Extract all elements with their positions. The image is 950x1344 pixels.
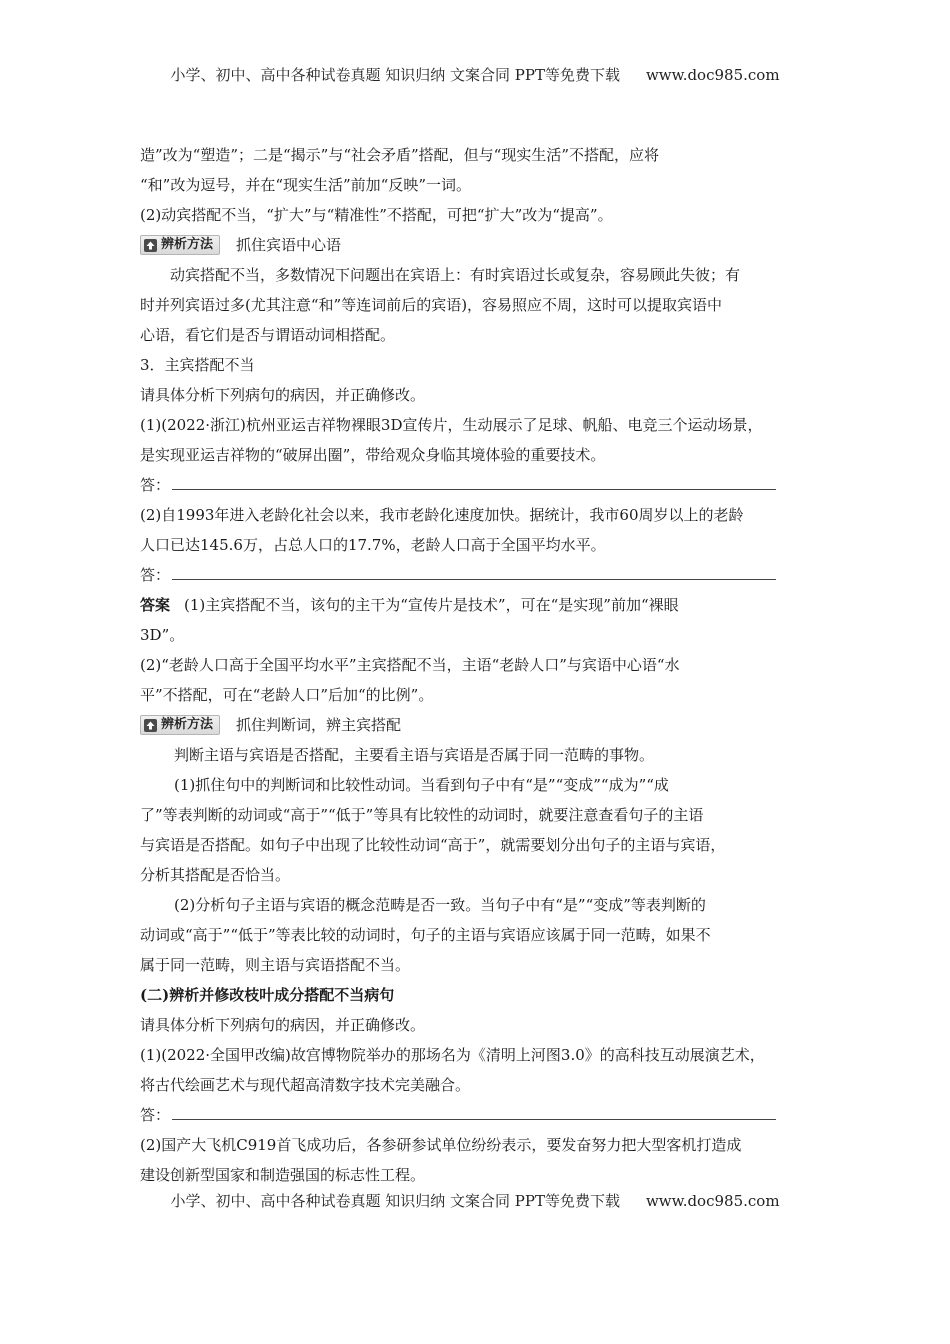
method-title: 抓住宾语中心语 xyxy=(236,236,342,254)
method-paragraph: (2)分析句子主语与宾语的概念范畴是否一致。当句子中有“是”“变成”等表判断的 xyxy=(174,896,706,914)
answer-label: 答： xyxy=(140,1106,171,1124)
method-badge xyxy=(140,235,220,255)
question-line: (2)自1993年进入老龄化社会以来，我市老龄化速度加快。据统计，我市60周岁以上的老龄 xyxy=(140,506,744,524)
answer-heading: 答案 xyxy=(140,596,171,614)
method-paragraph: 了”等表判断的动词或“高于”“低于”等具有比较性的动词时，就要注意查看句子的主语 xyxy=(140,806,704,824)
answer-line: 3D”。 xyxy=(140,626,185,644)
document-body xyxy=(140,140,812,1190)
answer-blank[interactable] xyxy=(140,560,812,590)
method-heading-1 xyxy=(140,230,812,260)
header-url: www.doc985.com xyxy=(645,66,780,84)
method-paragraph: 与宾语是否搭配。如句子中出现了比较性动词“高于”，就需要划分出句子的主语与宾语， xyxy=(140,836,726,854)
arrow-icon xyxy=(144,239,157,252)
instruction: 请具体分析下列病句的病因，并正确修改。 xyxy=(140,386,426,404)
method-heading-2 xyxy=(140,710,812,740)
question-line: (1)(2022·浙江)杭州亚运吉祥物裸眼3D宣传片，生动展示了足球、帆船、电竞三个运动场景， xyxy=(140,416,763,434)
text-line: 造”改为“塑造”；二是“揭示”与“社会矛盾”搭配，但与“现实生活”不搭配，应将 xyxy=(140,146,660,164)
section-title: (二)辨析并修改枝叶成分搭配不当病句 xyxy=(140,986,395,1004)
method-paragraph: 属于同一范畴，则主语与宾语搭配不当。 xyxy=(140,956,411,974)
text-line: (2)动宾搭配不当，“扩大”与“精准性”不搭配，可把“扩大”改为“提高”。 xyxy=(140,206,613,224)
question-line: 将古代绘画艺术与现代超高清数字技术完美融合。 xyxy=(140,1076,471,1094)
method-title: 抓住判断词，辨主宾搭配 xyxy=(236,716,402,734)
footer-url: www.doc985.com xyxy=(645,1192,780,1210)
question-line: 是实现亚运吉祥物的“破屏出圈”，带给观众身临其境体验的重要技术。 xyxy=(140,446,606,464)
answer-blank[interactable] xyxy=(140,1100,812,1130)
header-text: 小学、初中、高中各种试卷真题 知识归纳 文案合同 PPT等免费下载 xyxy=(170,66,620,84)
arrow-icon xyxy=(144,719,157,732)
method-paragraph: 动词或“高于”“低于”等表比较的动词时，句子的主语与宾语应该属于同一范畴，如果不 xyxy=(140,926,711,944)
page-footer xyxy=(0,1190,950,1211)
method-paragraph: 时并列宾语过多(尤其注意“和”等连词前后的宾语)，容易照应不周，这时可以提取宾语中 xyxy=(140,296,723,314)
answer-underline xyxy=(172,560,776,580)
answer-line: (2)“老龄人口高于全国平均水平”主宾搭配不当，主语“老龄人口”与宾语中心语“水 xyxy=(140,656,680,674)
answer-blank[interactable] xyxy=(140,470,812,500)
footer-text: 小学、初中、高中各种试卷真题 知识归纳 文案合同 PPT等免费下载 xyxy=(170,1192,620,1210)
method-badge-label: 辨析方法 xyxy=(161,717,214,732)
answer-underline xyxy=(172,470,776,490)
method-paragraph: (1)抓住句中的判断词和比较性动词。当看到句子中有“是”“变成”“成为”“成 xyxy=(174,776,669,794)
answer-text: (1)主宾搭配不当，该句的主干为“宣传片是技术”，可在“是实现”前加“裸眼 xyxy=(184,596,679,614)
method-paragraph: 判断主语与宾语是否搭配，主要看主语与宾语是否属于同一范畴的事物。 xyxy=(174,746,655,764)
instruction: 请具体分析下列病句的病因，并正确修改。 xyxy=(140,1016,426,1034)
answer-label: 答： xyxy=(140,566,171,584)
method-paragraph: 分析其搭配是否恰当。 xyxy=(140,866,291,884)
answer-line: 平”不搭配，可在“老龄人口”后加“的比例”。 xyxy=(140,686,434,704)
question-line: (1)(2022·全国甲改编)故宫博物院举办的那场名为《清明上河图3.0》的高科技互动展演艺术， xyxy=(140,1046,765,1064)
text-line: “和”改为逗号，并在“现实生活”前加“反映”一词。 xyxy=(140,176,472,194)
page-header xyxy=(0,64,950,85)
question-line: 建设创新型国家和制造强国的标志性工程。 xyxy=(140,1166,426,1184)
method-badge-label: 辨析方法 xyxy=(161,237,214,252)
question-line: (2)国产大飞机C919首飞成功后，各参研参试单位纷纷表示，要发奋努力把大型客机打造成 xyxy=(140,1136,742,1154)
method-paragraph: 心语，看它们是否与谓语动词相搭配。 xyxy=(140,326,396,344)
answer-line xyxy=(140,590,812,620)
question-line: 人口已达145.6万，占总人口的17.7%，老龄人口高于全国平均水平。 xyxy=(140,536,606,554)
answer-label: 答： xyxy=(140,476,171,494)
method-paragraph: 动宾搭配不当，多数情况下问题出在宾语上：有时宾语过长或复杂，容易顾此失彼；有 xyxy=(170,266,741,284)
answer-underline xyxy=(172,1100,776,1120)
section-title: 3．主宾搭配不当 xyxy=(140,356,255,374)
method-badge xyxy=(140,715,220,735)
